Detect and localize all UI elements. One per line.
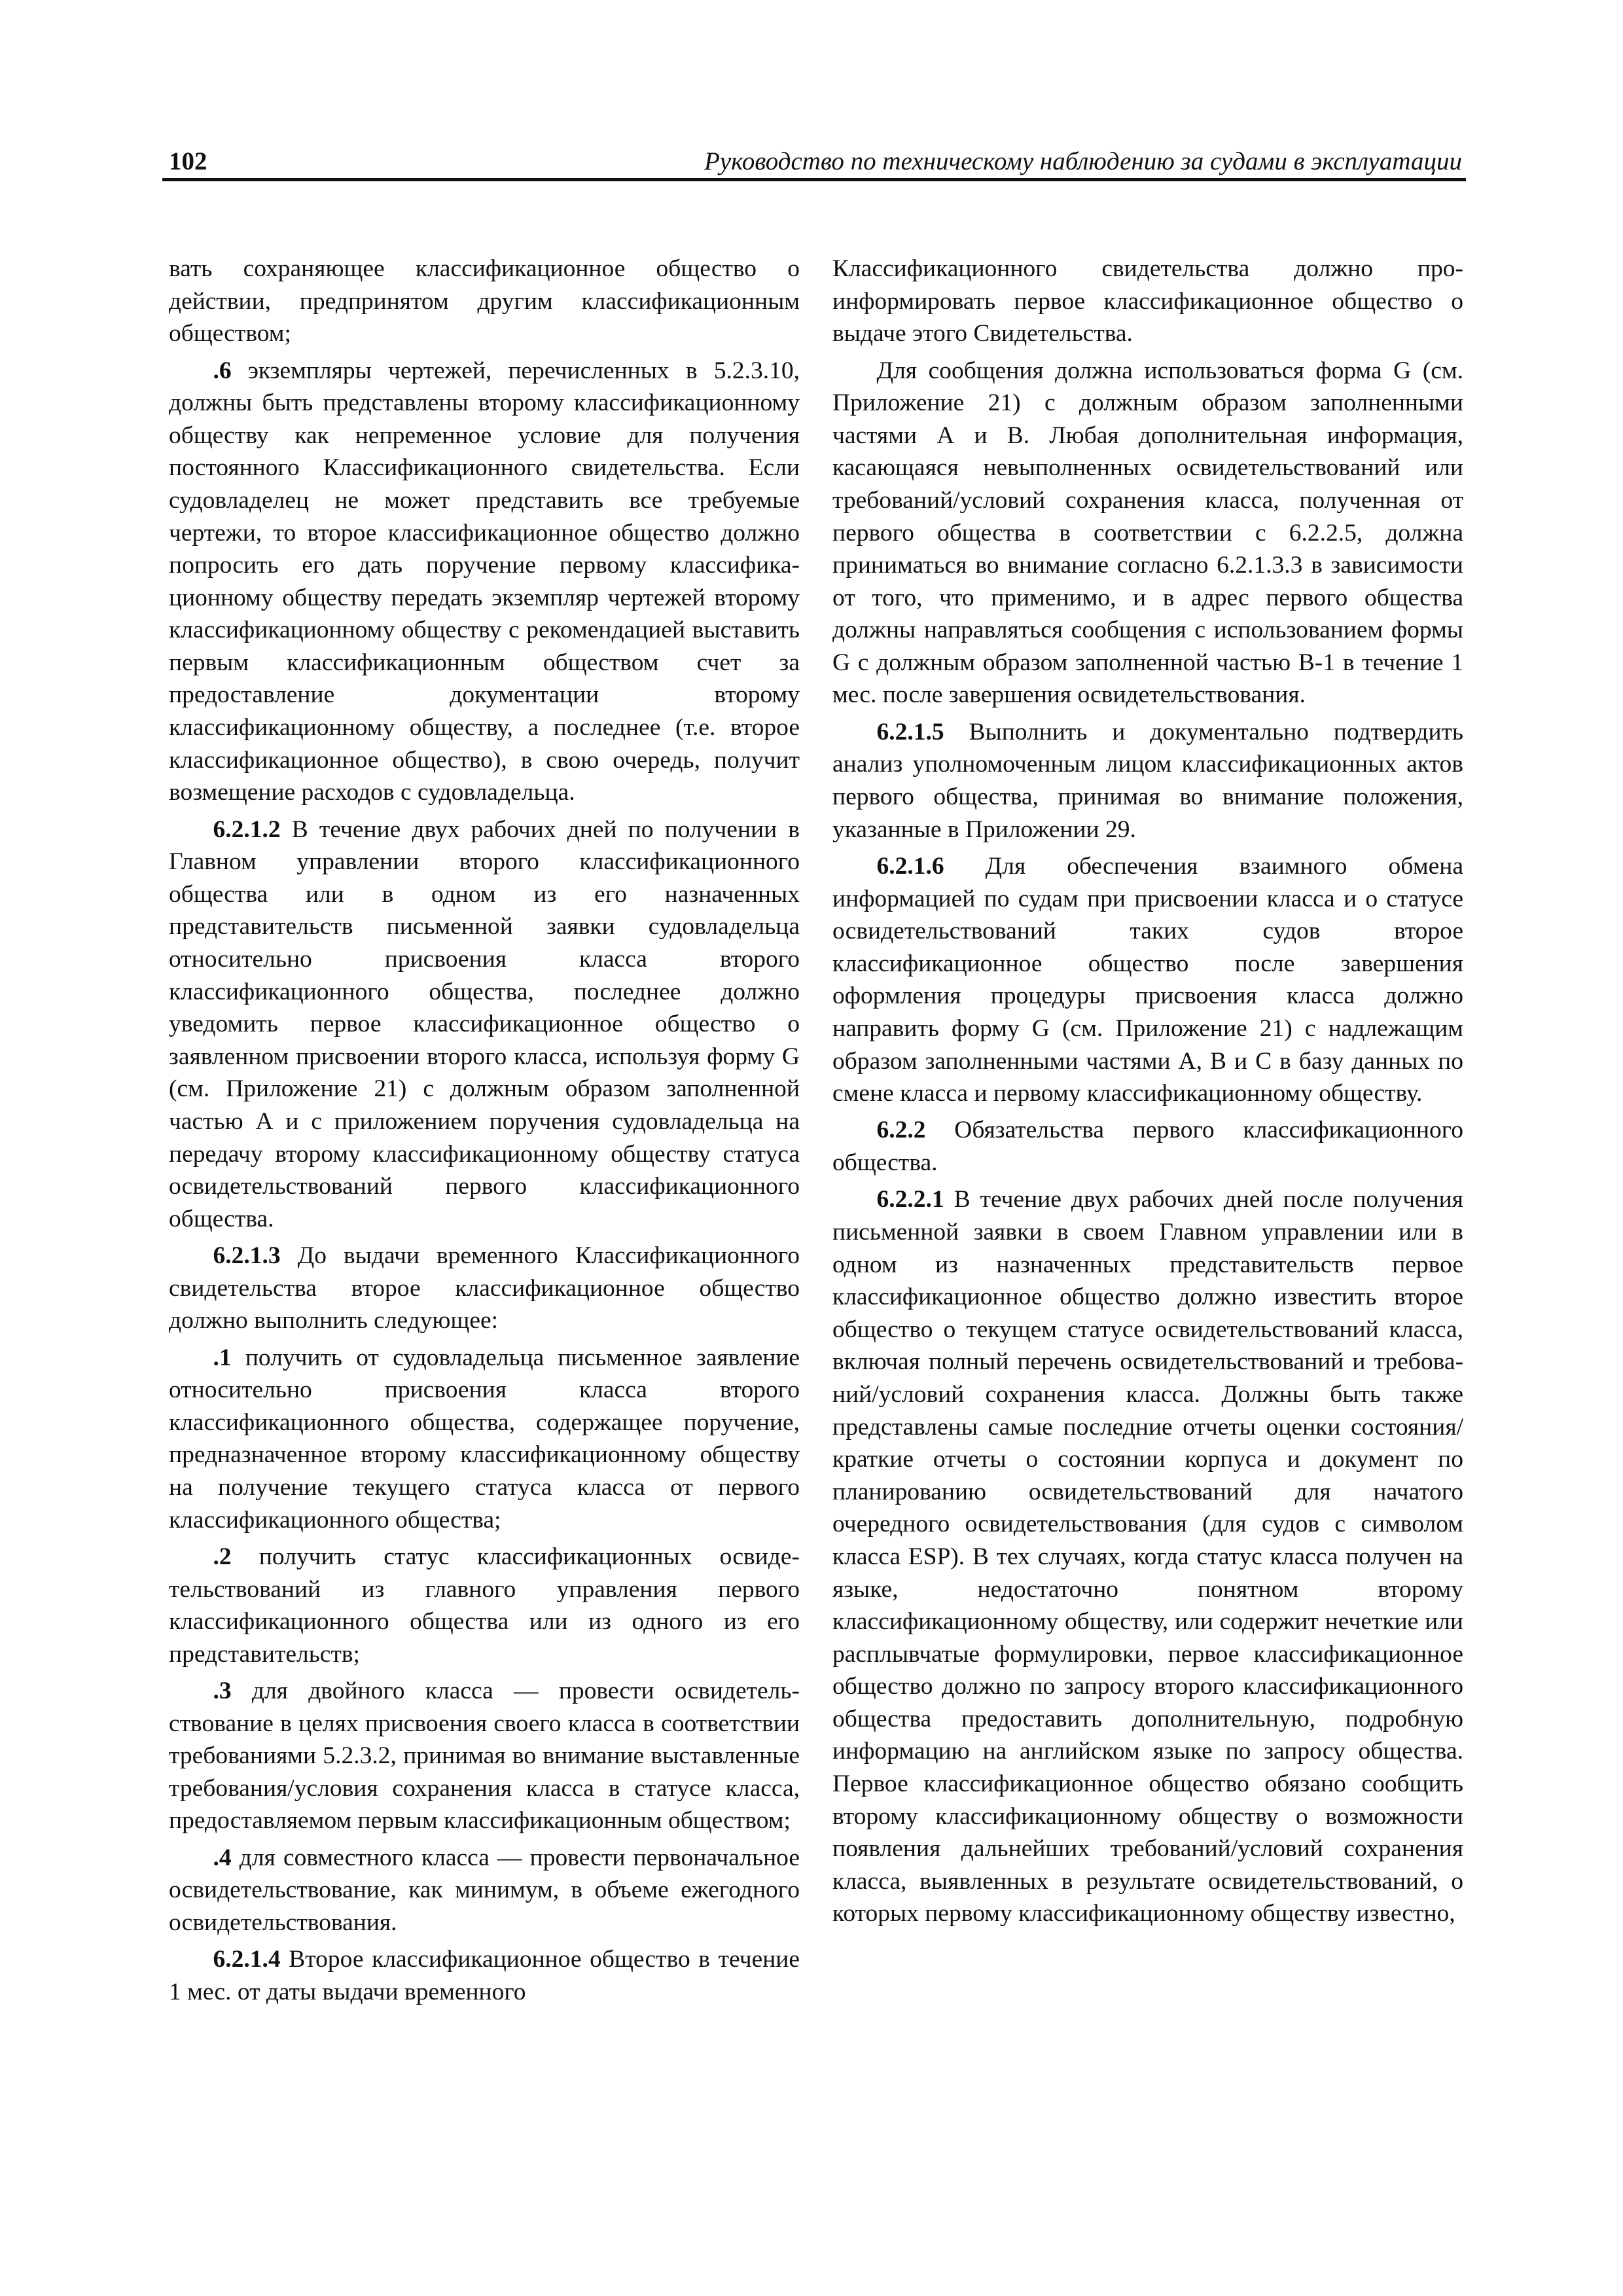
paragraph: 6.2.1.4 Второе классификационное общество в течение 1 мес. от даты выдачи временного xyxy=(169,1946,800,2005)
paragraph: вать сохраняющее классификационное общество о действии, предпринятом другим классификационным обществом; xyxy=(169,255,800,348)
paragraph: .1 получить от судовладельца письменное заявление относительно присвоения класса второго классификационного общества, содержащее поручение, предназначенное второму классификационному обществу на получение текущего статуса класса от первого классификационного общества; xyxy=(169,1344,800,1534)
left-column xyxy=(169,253,800,2013)
paragraph: .6 экземпляры чертежей, перечисленных в 5.2.3.10, должны быть представлены второму классификационному обществу как непременное условие для получения постоянного Классификационного свидетельства. Если судовладелец не может представить все требуемые чертежи, то второе классификационное общество должно попросить его дать поручение первому классификационному обществу передать экземпляр чертежей второму классификационному обществу с рекомендацией выставить первым классификационным обществом счет за предоставление документации второму классификационному обществу, а последнее (т.е. второе классификационное общество), в свою очередь, получит возмещение расходов с судовладельца. xyxy=(169,357,800,806)
paragraph: 6.2.2.1 В течение двух рабочих дней после получения письменной заявки в своем Главном управлении или в одном из назначенных представительств первое классификационное общество должно известить второе общество о текущем статусе освидетельствований класса, включая полный перечень освидетельствований и требований/условий сохранения класса. Должны быть также представлены самые последние отчеты оценки состояния/краткие отчеты о состоянии корпуса и документ по планированию освидетельствований для начатого очередного освидетельствования (для судов с символом класса ESP). В тех случаях, когда статус класса получен на языке, недостаточно понятном второму классификационному обществу, или содержит нечеткие или расплывчатые формулировки, первое классификационное общество должно по запросу второго классификационного общества предоставить дополнительную, подробную информацию на английском языке по запросу общества. Первое классификационное общество обязано сообщить второму классификационному обществу о возможности появления дальнейших требований/условий сохранения класса, выявленных в результате освидетельствований, о которых первому классификационному обществу известно, xyxy=(832,1186,1463,1928)
running-title: Руководство по техническому наблюдению за судами в эксплуатации xyxy=(704,147,1462,175)
page-number: 102 xyxy=(169,147,207,175)
paragraph: .2 получить статус классификационных освидетельствований из главного управления первого классификационного общества или из одного из его представительств; xyxy=(169,1543,800,1668)
paragraph: Классификационного свидетельства должно проинформировать первое классификационное общество о выдаче этого Свидетельства. xyxy=(832,255,1463,348)
paragraph: 6.2.2 Обязательства первого классификационного общества. xyxy=(832,1117,1463,1177)
paragraph: 6.2.1.6 Для обеспечения взаимного обмена информацией по судам при присвоении класса и о статусе освидетельствований таких судов второе классификационное общество после завершения оформления процедуры присвоения класса должно направить форму G (см. Приложение 21) с надлежащим образом заполненными частями А, В и С в базу данных по смене класса и первому классификационному обществу. xyxy=(832,852,1463,1107)
paragraph: Для сообщения должна использоваться форма G (см. Приложение 21) с должным образом заполненными частями А и В. Любая дополнительная информация, касающаяся невыполненных освидетельствований или требований/условий сохранения класса, полученная от первого общества в соответствии с 6.2.2.5, должна приниматься во внимание согласно 6.2.1.3.3 в зависимости от того, что применимо, и в адрес первого общества должны направляться сообщения с использованием формы G с должным образом заполненной частью В-1 в течение 1 мес. после завершения освидетельствования. xyxy=(832,357,1463,709)
right-column xyxy=(832,253,1463,1935)
paragraph: 6.2.1.3 До выдачи временного Классификационного свидетельства второе классификационное общество должно выполнить следующее: xyxy=(169,1242,800,1335)
header-rule xyxy=(162,178,1466,181)
page-header xyxy=(162,145,1466,178)
paragraph: 6.2.1.2 В течение двух рабочих дней по получении в Главном управлении второго классификационного общества или в одном из его назначенных представительств письменной заявки судовладельца относительно присвоения класса второго классификационного общества, последнее должно уведомить первое классификационное общество о заявленном присвоении второго класса, используя форму G (см. Приложение 21) с должным образом заполненной частью А и с приложением поручения судовладельца на передачу второму классификационному обществу статуса освидетельствований первого классификационного общества. xyxy=(169,816,800,1232)
paragraph: .3 для двойного класса — провести освидетельствование в целях присвоения своего класса в соответствии требованиями 5.2.3.2, принимая во внимание выставленные требования/условия сохранения класса в статусе класса, предоставляемом первым классификационным обществом; xyxy=(169,1677,800,1835)
paragraph: 6.2.1.5 Выполнить и документально подтвердить анализ уполномоченным лицом классификационных актов первого общества, принимая во внимание положения, указанные в Приложении 29. xyxy=(832,718,1463,843)
paragraph: .4 для совместного класса — провести первоначальное освидетельствование, как минимум, в объеме ежегодного освидетельствования. xyxy=(169,1844,800,1936)
